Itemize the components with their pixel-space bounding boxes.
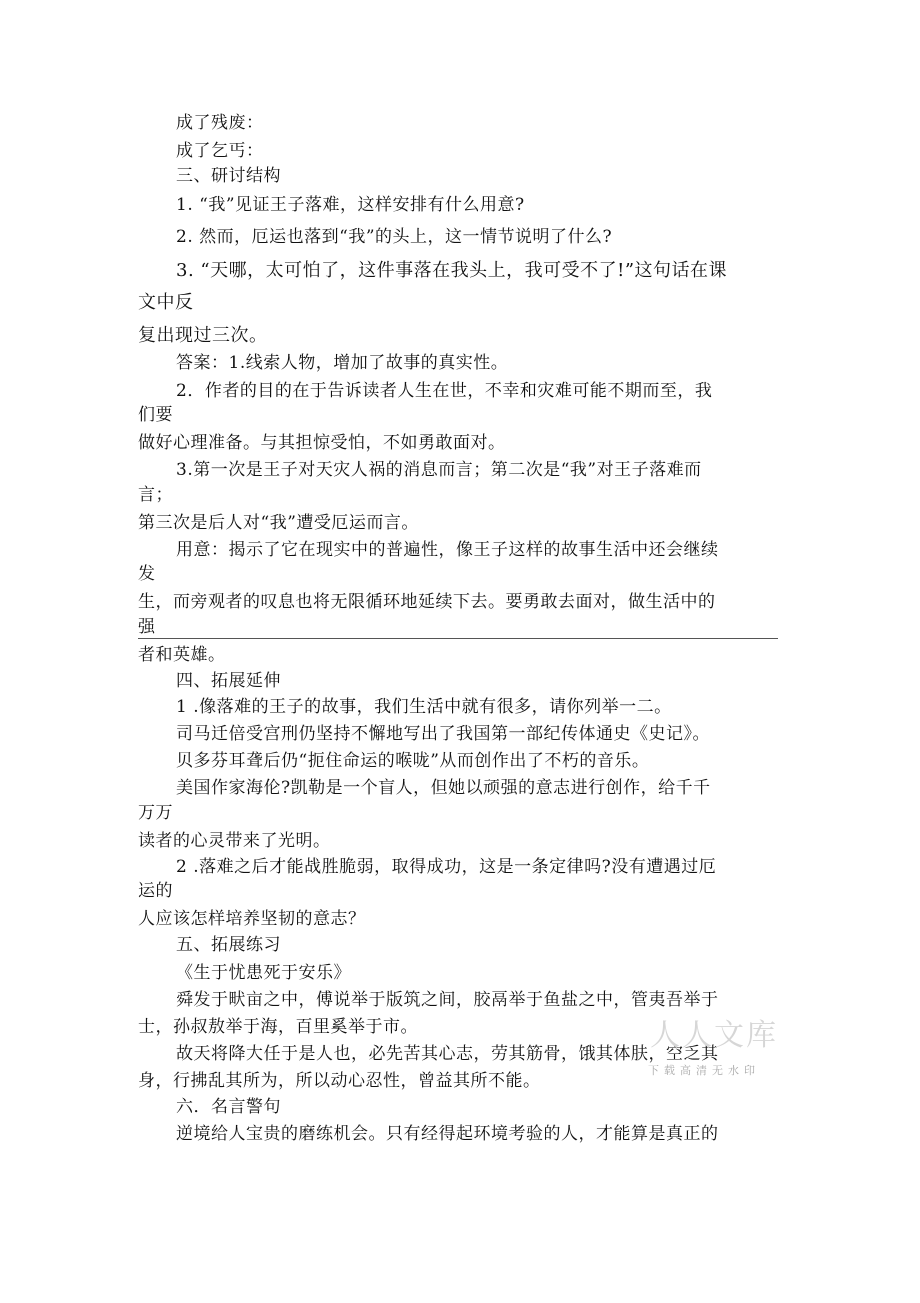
- body-text-line: 舜发于畎亩之中，傅说举于版筑之间，胶鬲举于鱼盐之中，管夷吾举于: [176, 990, 719, 1010]
- body-text-line: 发: [138, 564, 156, 584]
- body-text-line: 读者的心灵带来了光明。: [138, 831, 331, 851]
- question-item: 3. “天哪，太可怕了，这件事落在我头上，我可受不了!”这句话在课: [176, 260, 728, 281]
- answer-line: 答案：1.线索人物，增加了故事的真实性。: [176, 353, 509, 373]
- body-text-line: 运的: [138, 881, 173, 901]
- watermark-subtitle: 下载高清无水印: [648, 1064, 760, 1077]
- section-heading: 四、拓展延伸: [176, 671, 281, 691]
- body-text-line: 逆境给人宝贵的磨练机会。只有经得起环境考验的人，才能算是真正的: [176, 1124, 719, 1144]
- section-heading: 三、研讨结构: [176, 166, 281, 186]
- answer-line: 2．作者的目的在于告诉读者人生在世，不幸和灾难可能不期而至，我: [176, 381, 713, 401]
- watermark-title: 人人文库: [650, 1018, 778, 1053]
- body-text-line: 美国作家海伦?凯勒是一个盲人，但她以顽强的意志进行创作，给千千: [176, 778, 711, 798]
- body-text-line: 们要: [138, 405, 173, 425]
- body-text-line: 言；: [138, 485, 173, 505]
- body-text-line: 万万: [138, 803, 173, 823]
- body-text-line: 成了残废：: [176, 113, 264, 133]
- body-text-line: 者和英雄。: [138, 645, 226, 665]
- body-text-line: 司马迁倍受宫刑仍坚持不懈地写出了我国第一部纪传体通史《史记》。: [176, 724, 710, 744]
- answer-line: 用意：揭示了它在现实中的普遍性，像王子这样的故事生活中还会继续: [176, 540, 719, 560]
- poem-title: 《生于忧患死于安乐》: [176, 963, 351, 983]
- question-item: 1. “我”见证王子落难，这样安排有什么用意?: [176, 195, 525, 215]
- body-text-line: 贝多芬耳聋后仍“扼住命运的喉咙”从而创作出了不朽的音乐。: [176, 751, 650, 771]
- body-text-line: 故天将降大任于是人也，必先苦其心志，劳其筋骨，饿其体肤，空乏其: [176, 1044, 719, 1064]
- body-text-line: 复出现过三次。: [138, 325, 268, 346]
- question-item: 2. 然而，厄运也落到“我”的头上，这一情节说明了什么?: [176, 227, 613, 247]
- section-heading: 六．名言警句: [176, 1097, 281, 1117]
- body-text-line: 人应该怎样培养坚韧的意志？: [138, 909, 366, 929]
- watermark: [612, 1010, 822, 1090]
- body-text-line: 成了乞丐：: [176, 141, 264, 161]
- body-text-line: 身，行拂乱其所为，所以动心忍性，曾益其所不能。: [138, 1071, 541, 1091]
- page-divider: [138, 638, 778, 639]
- body-text-line: 第三次是后人对“我”遭受厄运而言。: [138, 513, 419, 533]
- body-text-line: 做好心理准备。与其担惊受怕，不如勇敢面对。: [138, 433, 506, 453]
- body-text-line: 生，而旁观者的叹息也将无限循环地延续下去。要勇敢去面对，做生活中的: [138, 592, 716, 612]
- body-text-line: 文中反: [138, 292, 194, 313]
- question-item: 1 .像落难的王子的故事，我们生活中就有很多，请你列举一二。: [176, 697, 672, 717]
- answer-line: 3.第一次是王子对天灾人祸的消息而言；第二次是“我”对王子落难而: [176, 460, 702, 480]
- question-item: 2 .落难之后才能战胜脆弱，取得成功，这是一条定律吗?没有遭遇过厄: [176, 857, 717, 877]
- body-text-line: 士，孙叔敖举于海，百里奚举于市。: [138, 1017, 418, 1037]
- body-text-line: 强: [138, 617, 156, 637]
- section-heading: 五、拓展练习: [176, 935, 281, 955]
